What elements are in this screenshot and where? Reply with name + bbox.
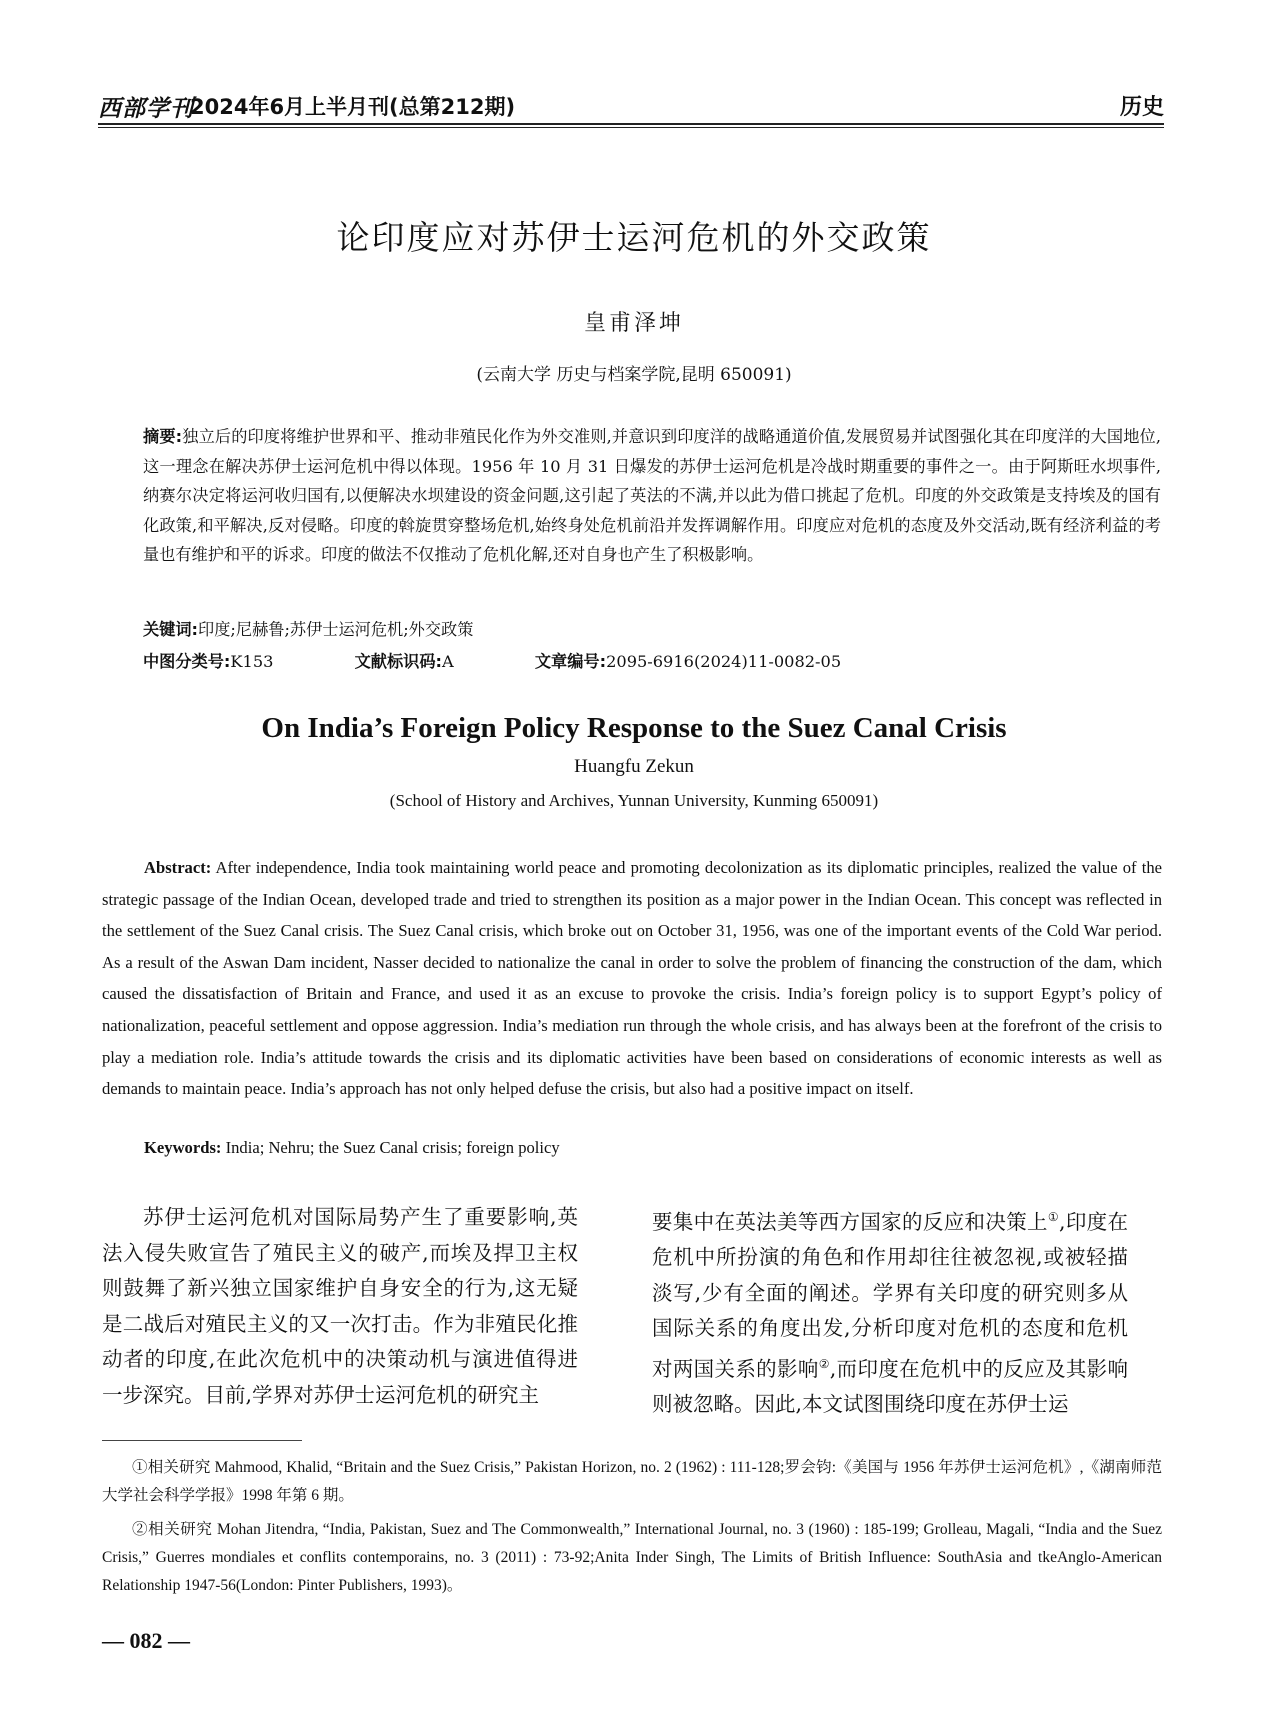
body-column-right [652, 1200, 1128, 1423]
classification-row [143, 648, 877, 672]
abstract-cn-label: 摘要: [143, 427, 183, 446]
footnote-2: ②相关研究 Mohan Jitendra, “India, Pakistan, Suez and The Commonwealth,” International Journal, no. 3 (1960) : 185-199; Grolleau, Magali, “India and the Suez Crisis,” Guerres mondiales et conflits contemporains, no. 3 (2011) : 73-92;Anita Inder Singh, The Limits of British Influence: SouthAsia and tkeAnglo-American Relationship 1947-56(London: Pinter Publishers, 1993)。 [102, 1521, 1162, 1594]
footnote-ref-1[interactable]: ① [1047, 1210, 1059, 1224]
affiliation-cn: (云南大学 历史与档案学院,昆明 650091) [476, 365, 792, 385]
author-en: Huangfu Zekun [574, 756, 694, 777]
keywords-cn-label: 关键词: [143, 620, 199, 639]
section-label: 历史 [1119, 95, 1164, 120]
body-right-part-2: ,印度在危机中所扮演的角色和作用却往往被忽视,或被轻描淡写,少有全面的阐述。学界有关印度的研究则多从国际关系的角度出发,分析印度对危机的态度和危机对两国关系的影响 [652, 1209, 1128, 1381]
footnotes [102, 1454, 1162, 1606]
header-rule-thin [98, 127, 1164, 128]
abstract-en-text: After independence, India took maintaining world peace and promoting decolonization as its diplomatic principles, realized the value of the strategic passage of the Indian Ocean, developed trade and tried to strengthen its position as a major power in the Indian Ocean. This concept was reflected in the settlement of the Suez Canal crisis. The Suez Canal crisis, which broke out on October 31, 1956, was one of the important events of the Cold War period. As a result of the Aswan Dam incident, Nasser decided to nationalize the canal in order to solve the problem of financing the construction of the dam, which caused the dissatisfaction of Britain and France, and used it as an excuse to provoke the crisis. India’s foreign policy is to support Egypt’s policy of nationalization, peaceful settlement and oppose aggression. India’s mediation run through the whole crisis, and has always been at the forefront of the crisis to play a mediation role. India’s attitude towards the crisis and its diplomatic activities have been based on considerations of economic interests as well as demands to maintain peace. India’s approach has not only helped defuse the crisis, but also had a positive impact on itself. [102, 858, 1162, 1099]
keywords-en-text: India; Nehru; the Suez Canal crisis; foreign policy [225, 1138, 560, 1157]
running-header [98, 86, 1164, 122]
clc-value: K153 [230, 652, 274, 671]
keywords-cn-text: 印度;尼赫鲁;苏伊士运河危机;外交政策 [198, 620, 474, 639]
abstract-cn [143, 422, 1161, 570]
article-no-value: 2095-6916(2024)11-0082-05 [606, 652, 842, 671]
keywords-cn [143, 616, 473, 640]
clc-label: 中图分类号: [143, 652, 231, 671]
journal-logo: 西部学刊 [98, 95, 194, 122]
keywords-en [144, 1138, 560, 1158]
article-title-en: On India’s Foreign Policy Response to the Suez Canal Crisis [261, 712, 1007, 744]
abstract-en-label: Abstract: [144, 858, 212, 877]
doc-code-label: 文献标识码: [354, 652, 442, 671]
article-title-cn: 论印度应对苏伊士运河危机的外交政策 [336, 218, 932, 257]
article-no-label: 文章编号: [534, 652, 607, 671]
affiliation-en: (School of History and Archives, Yunnan University, Kunming 650091) [389, 791, 879, 810]
body-right-part-3: ,而印度在危机中的反应及其影响则被忽略。因此,本文试图围绕印度在苏伊士运 [652, 1356, 1128, 1417]
issue-info: 2024年6月上半月刊(总第212期) [190, 95, 516, 119]
footnote-rule [102, 1440, 302, 1441]
header-rule [98, 123, 1164, 125]
footnote-1: ①相关研究 Mahmood, Khalid, “Britain and the Suez Crisis,” Pakistan Horizon, no. 2 (1962) : 111-128;罗会钧:《美国与 1956 年苏伊士运河危机》,《湖南师范大学社会科学学报》1998 年第 6 期。 [102, 1459, 1162, 1504]
page-number: — 082 — [102, 1628, 190, 1653]
abstract-en [102, 852, 1162, 1105]
body-column-left: 苏伊士运河危机对国际局势产生了重要影响,英法入侵失败宣告了殖民主义的破产,而埃及捍卫主权则鼓舞了新兴独立国家维护自身安全的行为,这无疑是二战后对殖民主义的又一次打击。作为非殖民化推动者的印度,在此次危机中的决策动机与演进值得进一步深究。目前,学界对苏伊士运河危机的研究主 [102, 1205, 578, 1407]
doc-code-value: A [442, 652, 454, 671]
body-right-part-1: 要集中在英法美等西方国家的反应和决策上 [652, 1209, 1048, 1234]
footnote-ref-2[interactable]: ② [818, 1356, 830, 1371]
author-cn: 皇甫泽坤 [583, 311, 684, 336]
abstract-cn-text: 独立后的印度将维护世界和平、推动非殖民化作为外交准则,并意识到印度洋的战略通道价值,发展贸易并试图强化其在印度洋的大国地位,这一理念在解决苏伊士运河危机中得以体现。1956 年 10 月 31 日爆发的苏伊士运河危机是冷战时期重要的事件之一。由于阿斯旺水坝事件,纳赛尔决定将运河收归国有,以便解决水坝建设的资金问题,这引起了英法的不满,并以此为借口挑起了危机。印度的外交政策是支持埃及的国有化政策,和平解决,反对侵略。印度的斡旋贯穿整场危机,始终身处危机前沿并发挥调解作用。印度应对危机的态度及外交活动,既有经济利益的考量也有维护和平的诉求。印度的做法不仅推动了危机化解,还对自身也产生了积极影响。 [143, 427, 1161, 564]
keywords-en-label: Keywords: [144, 1138, 222, 1157]
